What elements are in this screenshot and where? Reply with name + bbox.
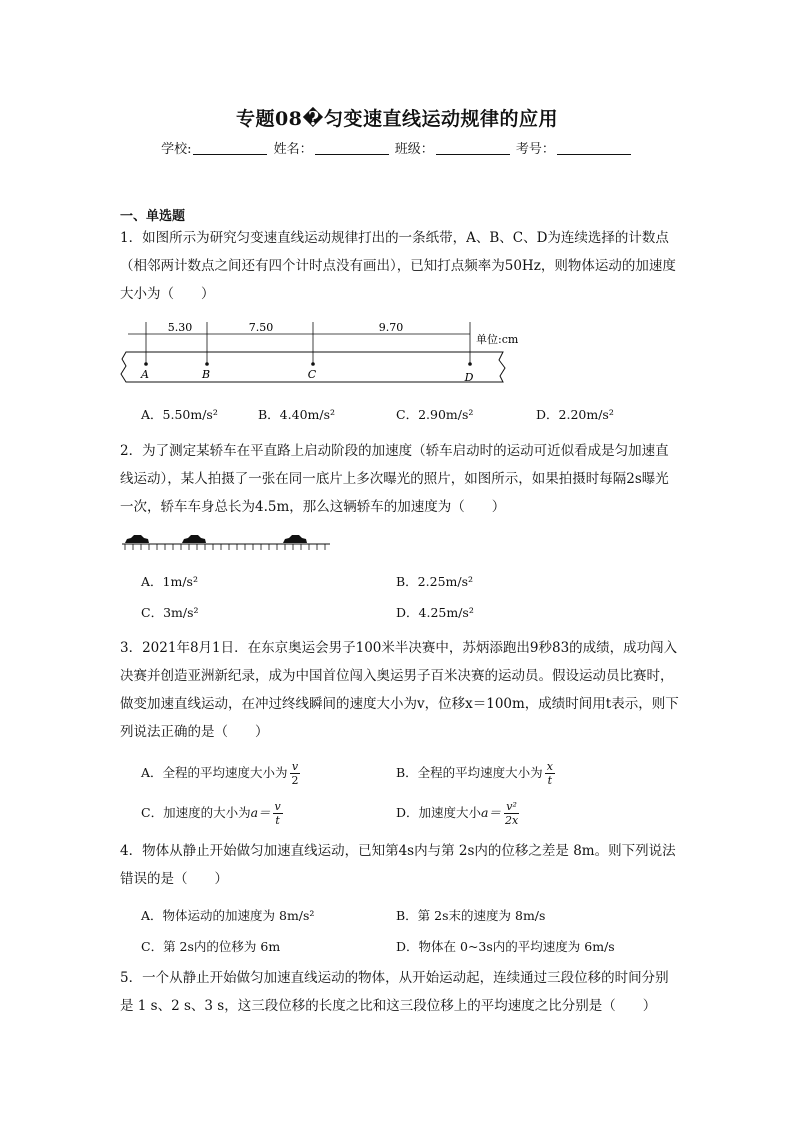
- q3-option-b[interactable]: [396, 760, 555, 787]
- fraction-v-over-t: $\frac{v}{t}$: [274, 800, 281, 827]
- q1-stem: 1．如图所示为研究匀变速直线运动规律打出的一条纸带，A、B、C、D为连续选择的计数点（相邻两计数点之间还有四个计时点没有画出），已知打点频率为50Hz，则物体运动的加速度大小为（ ）: [120, 230, 676, 302]
- q3-option-a-text: A．全程的平均速度大小为: [141, 765, 288, 780]
- distance-bc: 7.50: [248, 321, 274, 334]
- q2-option-c[interactable]: C．3m/s²: [141, 605, 199, 620]
- fraction-v2-over-2x: $\frac{\text{v²}}{2x}$: [504, 800, 519, 827]
- q2-option-d[interactable]: D．4.25m/s²: [396, 605, 474, 620]
- fraction-x-over-t: $\frac{x}{t}$: [546, 760, 553, 787]
- car-2: [182, 535, 206, 543]
- q1-option-b[interactable]: B．4.40m/s²: [258, 407, 336, 422]
- q4-option-d[interactable]: D．物体在 0~3s内的平均速度为 6m/s: [396, 939, 615, 954]
- q3-option-a[interactable]: [141, 760, 301, 787]
- class-blank[interactable]: [436, 153, 510, 155]
- name-blank[interactable]: [315, 153, 389, 155]
- point-a-dot: [144, 362, 148, 366]
- point-d-dot: [468, 362, 472, 366]
- q4-option-a[interactable]: A．物体运动的加速度为 8m/s²: [141, 908, 315, 923]
- q4-stem: 4．物体从静止开始做匀加速直线运动，已知第4s内与第 2s内的位移之差是 8m。则下列说法错误的是（ ）: [120, 843, 676, 887]
- distance-ab: 5.30: [167, 321, 193, 334]
- q1-option-a[interactable]: A．5.50m/s²: [141, 407, 218, 422]
- school-blank[interactable]: [193, 153, 267, 155]
- section-title: 一、单选题: [120, 209, 186, 224]
- point-c-label: C: [307, 368, 317, 381]
- q2-stem: 2．为了测定某轿车在平直路上启动阶段的加速度（轿车启动时的运动可近似看成是匀加速直线运动），某人拍摄了一张在同一底片上多次曝光的照片，如图所示，如果拍摄时每隔2s曝光一次，轿车车身总长为4.5m，那么这辆轿车的加速度为（ ）: [120, 443, 669, 515]
- q3-option-d-var: a＝: [481, 805, 501, 820]
- point-b-label: B: [201, 368, 211, 381]
- car-3: [283, 535, 307, 543]
- unit-label: 单位:cm: [476, 333, 518, 346]
- class-label: 班级：: [394, 142, 434, 157]
- page-title: 专题08�匀变速直线运动规律的应用: [235, 108, 559, 130]
- q3-stem: 3．2021年8月1日．在东京奥运会男子100米半决赛中，苏炳添跑出9秒83的成绩，成功闯入决赛并创造亚洲新纪录，成为中国首位闯入奥运男子百米决赛的运动员。假设运动员比赛时，做变加速直线运动，在冲过终线瞬间的速度大小为v，位移x＝100m，成绩时间用t表示，则下列说法正确的是（ ）: [120, 640, 679, 740]
- q4-option-c[interactable]: C．第 2s内的位移为 6m: [141, 939, 281, 954]
- q3-option-c-var: a＝: [250, 805, 271, 820]
- exam-no-blank[interactable]: [557, 153, 631, 155]
- point-d-label: D: [464, 371, 474, 384]
- q3-option-c-text: C．加速度的大小为: [141, 805, 251, 820]
- student-info-line: [0, 138, 794, 157]
- q3-option-d[interactable]: [396, 800, 520, 827]
- point-a-label: A: [141, 368, 149, 381]
- exam-no-label: 考号：: [515, 142, 555, 157]
- name-label: 姓名：: [273, 142, 313, 157]
- q5-stem: 5．一个从静止开始做匀加速直线运动的物体，从开始运动起，连续通过三段位移的时间分别是 1 s、2 s、3 s，这三段位移的长度之比和这三段位移上的平均速度之比分别是（ ）: [120, 970, 669, 1014]
- q4-option-b[interactable]: B．第 2s末的速度为 8m/s: [396, 908, 546, 923]
- q1-option-d[interactable]: D．2.20m/s²: [536, 407, 614, 422]
- q2-option-b[interactable]: B．2.25m/s²: [396, 574, 474, 589]
- q1-tape-figure: [118, 318, 518, 390]
- point-b-dot: [205, 362, 209, 366]
- q2-car-photo-figure: [120, 530, 332, 552]
- distance-cd: 9.70: [378, 321, 404, 334]
- q3-option-d-text: D．加速度大小: [396, 805, 482, 820]
- q2-option-a[interactable]: A．1m/s²: [141, 574, 198, 589]
- fraction-v-over-2: $\frac{v}{2}$: [291, 760, 299, 787]
- q3-option-c[interactable]: [141, 800, 283, 827]
- point-c-dot: [311, 362, 315, 366]
- car-1: [125, 535, 149, 543]
- q1-option-c[interactable]: C．2.90m/s²: [396, 407, 474, 422]
- school-label: 学校:: [161, 142, 192, 157]
- q3-option-b-text: B．全程的平均速度大小为: [396, 765, 543, 780]
